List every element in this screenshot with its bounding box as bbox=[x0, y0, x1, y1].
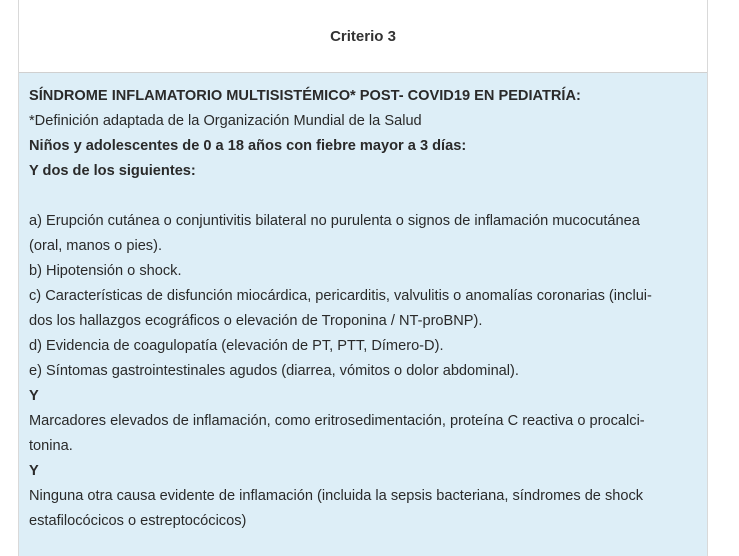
item-a-line-2: (oral, manos o pies). bbox=[29, 238, 163, 254]
spacer bbox=[29, 184, 697, 209]
criteria-table bbox=[18, 0, 708, 556]
item-b: b) Hipotensión o shock. bbox=[29, 263, 182, 279]
no-other-cause-line-1: Ninguna otra causa evidente de inflamación (incluida la sepsis bacteriana, síndromes de shock bbox=[29, 488, 644, 504]
item-c-line-1: c) Características de disfunción miocárdica, pericarditis, valvulitis o anomalías coronarias (inclui- bbox=[29, 288, 652, 304]
item-c-line-2: dos los hallazgos ecográficos o elevación de Troponina / NT-proBNP). bbox=[29, 313, 483, 329]
criteria-body bbox=[19, 73, 707, 556]
population-criteria: Niños y adolescentes de 0 a 18 años con fiebre mayor a 3 días: bbox=[29, 138, 467, 154]
and-two-following: Y dos de los siguientes: bbox=[29, 163, 196, 179]
no-other-cause-line-2: estafilocócicos o estreptocócicos) bbox=[29, 513, 247, 529]
and-connector-2: Y bbox=[29, 463, 39, 479]
item-e: e) Síntomas gastrointestinales agudos (diarrea, vómitos o dolor abdominal). bbox=[29, 363, 519, 379]
table-header bbox=[19, 0, 707, 73]
markers-line-1: Marcadores elevados de inflamación, como eritrosedimentación, proteína C reactiva o procalci- bbox=[29, 413, 645, 429]
header-title: Criterio 3 bbox=[330, 27, 396, 45]
definition-note: *Definición adaptada de la Organización Mundial de la Salud bbox=[29, 113, 422, 129]
and-connector-1: Y bbox=[29, 388, 39, 404]
criteria-heading: SÍNDROME INFLAMATORIO MULTISISTÉMICO* POST- COVID19 EN PEDIATRÍA: bbox=[29, 88, 581, 104]
item-d: d) Evidencia de coagulopatía (elevación de PT, PTT, Dímero-D). bbox=[29, 338, 444, 354]
item-a-line-1: a) Erupción cutánea o conjuntivitis bilateral no purulenta o signos de inflamación mucocutánea bbox=[29, 213, 640, 229]
markers-line-2: tonina. bbox=[29, 438, 73, 454]
